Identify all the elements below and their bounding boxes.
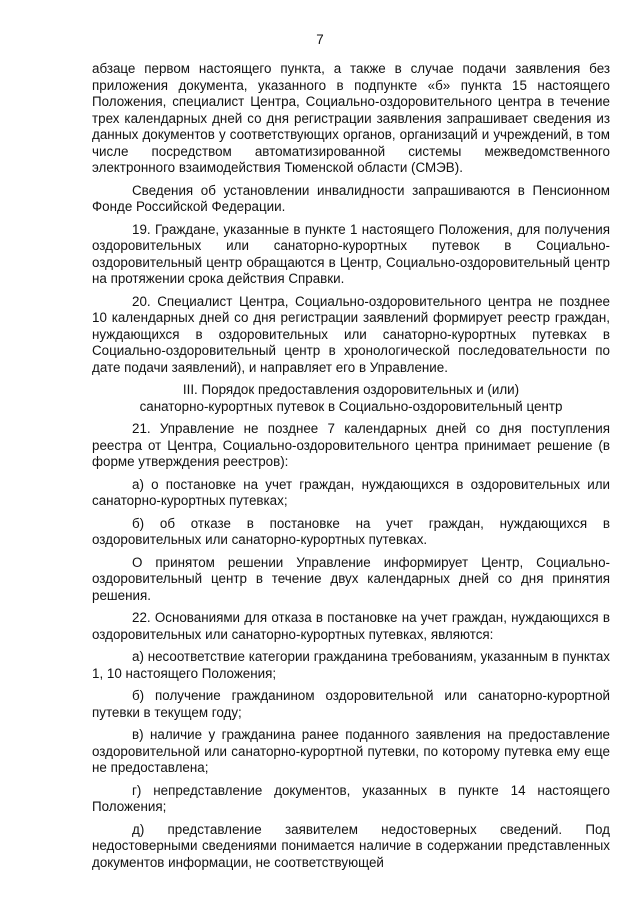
section-heading-line-2: санаторно-курортных путевок в Социально-оздоровительный центр: [139, 398, 563, 414]
paragraph-19: 19. Граждане, указанные в пункте 1 настоящего Положения, для получения оздоровительных или санаторно-курортных путевок в Социально-оздоровительный центр обращаются в Центр, Социально-оздоровительный центр на протяжении срока действия Справки.: [92, 221, 610, 286]
paragraph-continuation: абзаце первом настоящего пункта, а также в случае подачи заявления без приложения документа, указанного в подпункте «б» пункта 15 настоящего Положения, специалист Центра, Социально-оздоровительного центра в течение трех календарных дней со дня регистрации заявления запрашивает сведения из данных документов у соответствующих органов, организаций и учреждений, в том числе посредством автоматизированной системы межведомственного электронного взаимодействия Тюменской области (СМЭВ).: [92, 61, 610, 175]
section-heading-line-1: III. Порядок предоставления оздоровительных и (или): [182, 382, 520, 397]
paragraph-22-item-v: в) наличие у гражданина ранее поданного заявления на предоставление оздоровительной или санаторно-курортной путевки, по которому путевка ему еще не предоставлена;: [92, 727, 610, 775]
paragraph-21-item-b: б) об отказе в постановке на учет граждан, нуждающихся в оздоровительных или санаторно-курортных путевках.: [92, 515, 610, 547]
page-number: 7: [316, 32, 324, 47]
paragraph-22-item-d: д) представление заявителем недостоверных сведений. Под недостоверными сведениями понимается наличие в содержании представленных документов информации, не соответствующей: [92, 821, 610, 870]
paragraph-20: 20. Специалист Центра, Социально-оздоровительного центра не позднее 10 календарных дней со дня регистрации заявлений формирует реестр граждан, нуждающихся в оздоровительных или санаторно-курортных путевках в Социально-оздоровительный центр в хронологической последовательности по дате подачи заявлений), и направляет его в Управление.: [92, 293, 610, 375]
paragraph-21: 21. Управление не позднее 7 календарных дней со дня поступления реестра от Центра, Социально-оздоровительного центра принимает решение (в форме утверждения реестров):: [92, 421, 610, 469]
paragraph-22-item-b: б) получение гражданином оздоровительной или санаторно-курортной путевки в текущем году;: [92, 688, 610, 720]
paragraph-22-item-a: а) несоответствие категории гражданина требованиям, указанным в пунктах 1, 10 настоящего Положения;: [92, 649, 610, 681]
section-heading: [92, 382, 610, 415]
document-body: [92, 61, 610, 877]
paragraph-22: 22. Основаниями для отказа в постановке на учет граждан, нуждающихся в оздоровительных или санаторно-курортных путевках, являются:: [92, 610, 610, 642]
paragraph-21-item-a: а) о постановке на учет граждан, нуждающихся в оздоровительных или санаторно-курортных путевках;: [92, 476, 610, 508]
paragraph-decision-notice: О принятом решении Управление информирует Центр, Социально-оздоровительный центр в течение двух календарных дней со дня принятия решения.: [92, 554, 610, 603]
paragraph-disability-info: Сведения об установлении инвалидности запрашиваются в Пенсионном Фонде Российской Федерации.: [92, 182, 610, 214]
paragraph-22-item-g: г) непредставление документов, указанных в пункте 14 настоящего Положения;: [92, 782, 610, 814]
